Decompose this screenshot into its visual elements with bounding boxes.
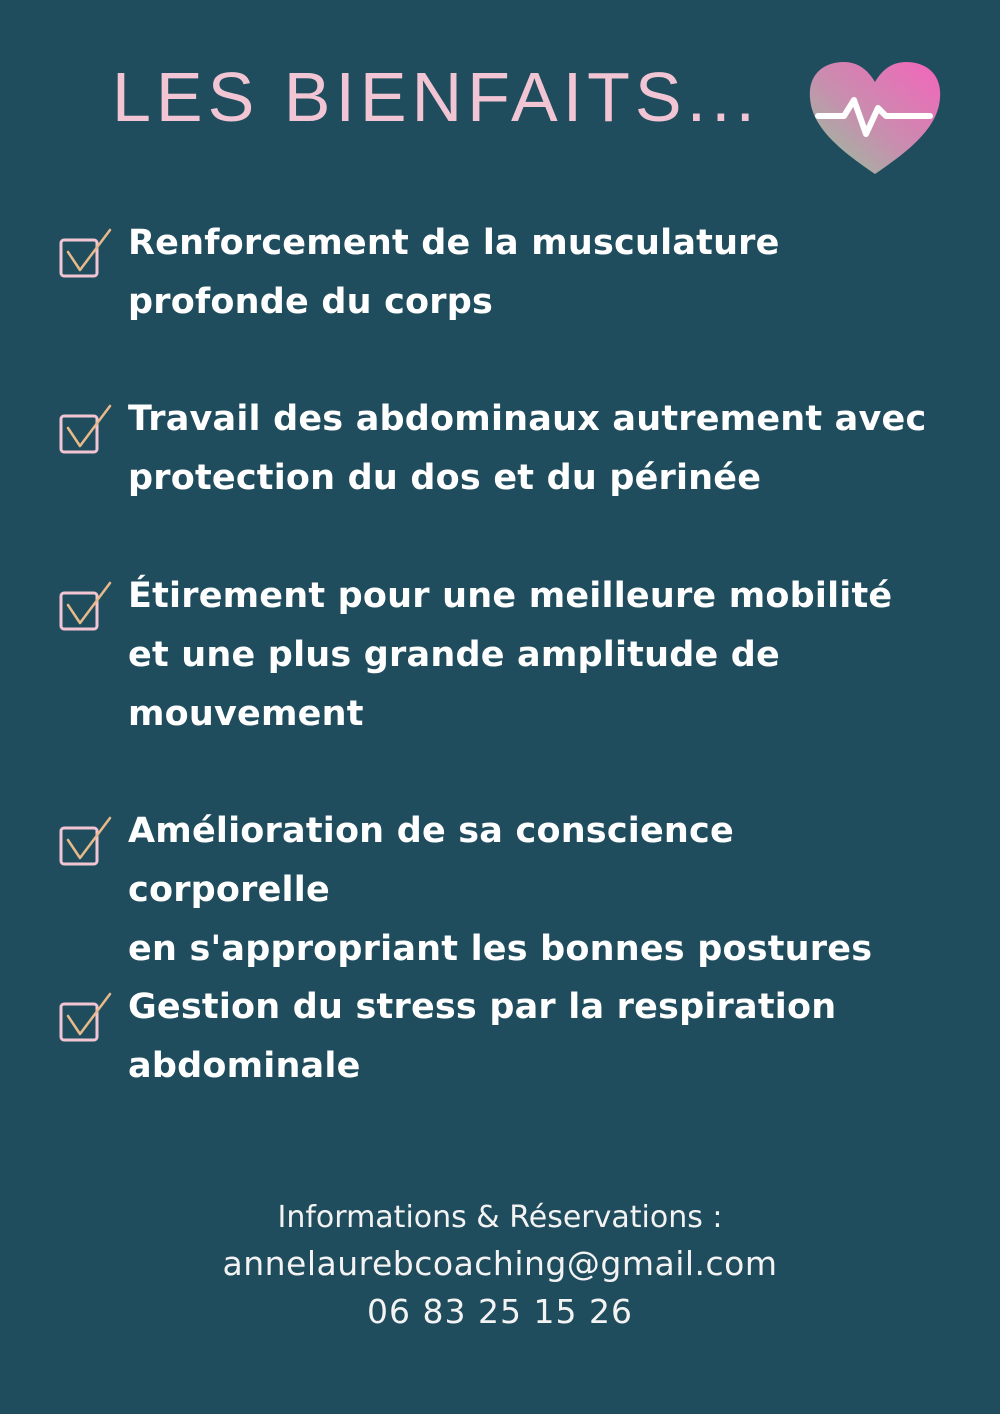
contact-heading: Informations & Réservations : — [277, 1200, 723, 1235]
contact-block — [0, 1196, 1000, 1336]
checkbox-checked-icon — [58, 816, 114, 868]
checkbox-checked-icon — [58, 228, 114, 280]
contact-phone: 06 83 25 15 26 — [367, 1292, 633, 1331]
benefit-text: Renforcement de la musculature profonde du corps — [128, 223, 780, 322]
checkbox-checked-icon — [58, 581, 114, 633]
contact-email: annelaurebcoaching@gmail.com — [222, 1244, 778, 1283]
benefit-text: Amélioration de sa conscience corporelle en s'appropriant les bonnes postures — [128, 811, 873, 969]
benefit-text: Étirement pour une meilleure mobilité et une plus grande amplitude de mouvement — [128, 576, 893, 734]
checkbox-checked-icon — [58, 404, 114, 456]
benefit-text: Gestion du stress par la respiration abdominale — [128, 987, 837, 1086]
benefit-text: Travail des abdominaux autrement avec protection du dos et du périnée — [128, 399, 927, 498]
page-title: LES BIENFAITS... — [112, 58, 760, 136]
checkbox-checked-icon — [58, 992, 114, 1044]
